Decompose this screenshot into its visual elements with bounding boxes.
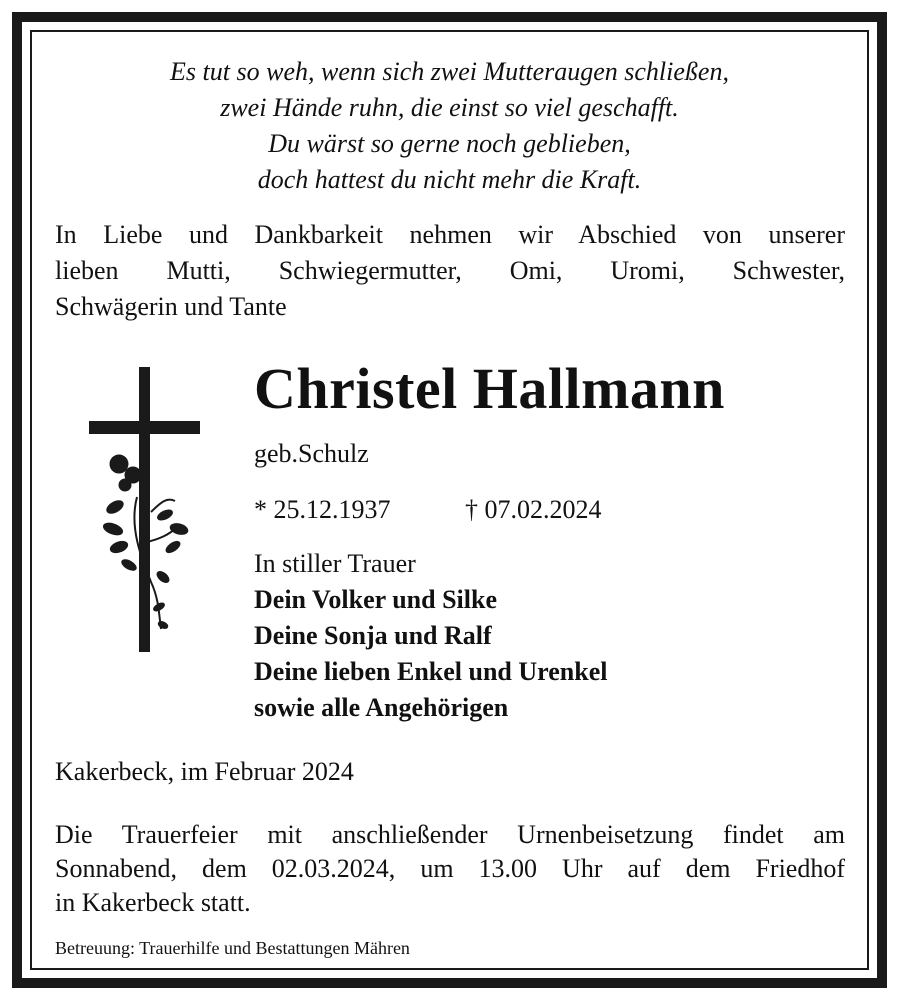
intro-line: Schwägerin und Tante xyxy=(55,292,287,321)
service-line: Die Trauerfeier mit anschließender Urnenbeisetzung findet am xyxy=(55,820,845,849)
cross-vertical-beam xyxy=(139,367,150,652)
intro-line: lieben Mutti, Schwiegermutter, Omi, Uromi, Schwester, xyxy=(55,256,845,285)
mourner-name: Dein Volker und Silke xyxy=(254,585,498,614)
deceased-name: Christel Hallmann xyxy=(254,356,725,421)
memorial-poem xyxy=(32,54,867,198)
farewell-intro xyxy=(55,217,845,325)
intro-line: In Liebe und Dankbarkeit nehmen wir Abschied von unserer xyxy=(55,220,845,249)
obituary-inner-border xyxy=(30,30,869,970)
mourner-name: sowie alle Angehörigen xyxy=(254,693,509,722)
funeral-service-info xyxy=(55,818,845,920)
mourners-block xyxy=(254,546,607,726)
cross-horizontal-beam xyxy=(89,421,200,434)
funeral-home-credit: Betreuung: Trauerhilfe und Bestattungen Mähren xyxy=(55,938,410,958)
obituary-frame xyxy=(12,12,887,988)
place-and-date: Kakerbeck, im Februar 2024 xyxy=(55,757,354,786)
mourners-heading: In stiller Trauer xyxy=(254,549,416,578)
mourner-name: Deine Sonja und Ralf xyxy=(254,621,492,650)
poem-line: zwei Hände ruhn, die einst so viel geschafft. xyxy=(220,93,679,122)
poem-line: Du wärst so gerne noch geblieben, xyxy=(268,129,631,158)
poem-line: Es tut so weh, wenn sich zwei Mutteraugen schließen, xyxy=(170,57,729,86)
maiden-name: geb.Schulz xyxy=(254,439,369,468)
poem-line: doch hattest du nicht mehr die Kraft. xyxy=(257,165,642,194)
birth-date: * 25.12.1937 xyxy=(254,495,391,524)
service-line: in Kakerbeck statt. xyxy=(55,888,251,917)
death-date: † 07.02.2024 xyxy=(465,495,602,524)
mourner-name: Deine lieben Enkel und Urenkel xyxy=(254,657,608,686)
cross-with-rose-icon xyxy=(89,367,205,652)
service-line: Sonnabend, dem 02.03.2024, um 13.00 Uhr auf dem Friedhof xyxy=(55,854,845,883)
